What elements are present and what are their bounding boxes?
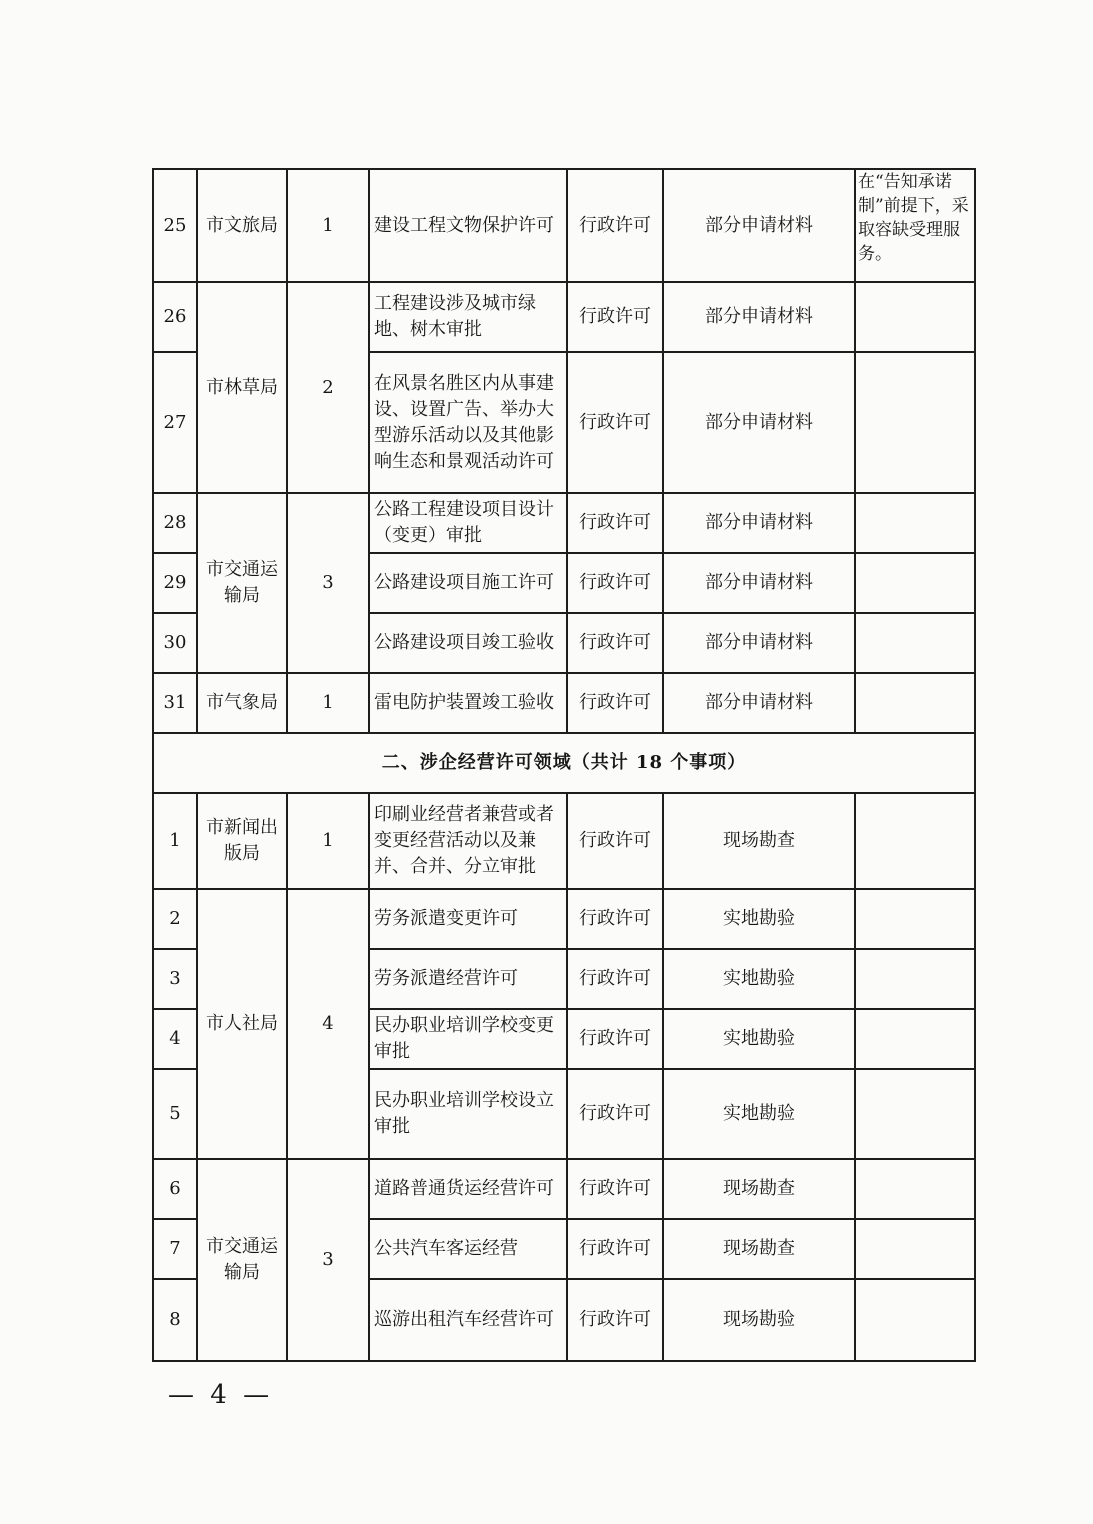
method-cell: 现场勘查 (663, 1219, 855, 1279)
item-count-cell: 2 (287, 282, 369, 493)
item-type-cell: 行政许可 (567, 1009, 663, 1069)
item-name-cell: 民办职业培训学校变更审批 (369, 1009, 567, 1069)
note-cell (855, 1159, 975, 1219)
row-number: 6 (153, 1159, 197, 1219)
method-cell: 部分申请材料 (663, 553, 855, 613)
row-number: 2 (153, 889, 197, 949)
note-cell (855, 1279, 975, 1361)
item-name-cell: 公路建设项目施工许可 (369, 553, 567, 613)
department-cell: 市人社局 (197, 889, 287, 1159)
note-cell: 在“告知承诺制”前提下，采取容缺受理服务。 (855, 169, 975, 282)
item-name-cell: 公路工程建设项目设计（变更）审批 (369, 493, 567, 553)
note-cell (855, 949, 975, 1009)
item-name-cell: 民办职业培训学校设立审批 (369, 1069, 567, 1159)
item-name-cell: 雷电防护装置竣工验收 (369, 673, 567, 733)
table-row (153, 1159, 975, 1219)
table-row (153, 793, 975, 889)
department-cell: 市文旅局 (197, 169, 287, 282)
items-table-container (152, 168, 974, 1362)
row-number: 25 (153, 169, 197, 282)
row-number: 5 (153, 1069, 197, 1159)
item-type-cell: 行政许可 (567, 613, 663, 673)
item-type-cell: 行政许可 (567, 1069, 663, 1159)
note-cell (855, 553, 975, 613)
department-cell: 市新闻出版局 (197, 793, 287, 889)
table-row (153, 169, 975, 282)
item-name-cell: 公共汽车客运经营 (369, 1219, 567, 1279)
note-cell (855, 889, 975, 949)
department-cell: 市交通运输局 (197, 1159, 287, 1361)
item-count-cell: 4 (287, 889, 369, 1159)
row-number: 7 (153, 1219, 197, 1279)
method-cell: 部分申请材料 (663, 613, 855, 673)
section-title: 二、涉企经营许可领域（共计 18 个事项） (153, 733, 975, 793)
item-type-cell: 行政许可 (567, 1219, 663, 1279)
method-cell: 现场勘查 (663, 793, 855, 889)
note-cell (855, 352, 975, 493)
item-name-cell: 工程建设涉及城市绿地、树木审批 (369, 282, 567, 352)
item-count-cell: 3 (287, 1159, 369, 1361)
note-cell (855, 1009, 975, 1069)
item-count-cell: 1 (287, 793, 369, 889)
item-name-cell: 公路建设项目竣工验收 (369, 613, 567, 673)
item-type-cell: 行政许可 (567, 1159, 663, 1219)
table-row (153, 282, 975, 352)
item-name-cell: 道路普通货运经营许可 (369, 1159, 567, 1219)
note-cell (855, 673, 975, 733)
method-cell: 现场勘验 (663, 1279, 855, 1361)
row-number: 26 (153, 282, 197, 352)
row-number: 3 (153, 949, 197, 1009)
item-type-cell: 行政许可 (567, 889, 663, 949)
method-cell: 实地勘验 (663, 1009, 855, 1069)
item-name-cell: 在风景名胜区内从事建设、设置广告、举办大型游乐活动以及其他影响生态和景观活动许可 (369, 352, 567, 493)
item-type-cell: 行政许可 (567, 352, 663, 493)
method-cell: 现场勘查 (663, 1159, 855, 1219)
section-row (153, 733, 975, 793)
item-name-cell: 劳务派遣变更许可 (369, 889, 567, 949)
item-type-cell: 行政许可 (567, 493, 663, 553)
method-cell: 实地勘验 (663, 1069, 855, 1159)
item-type-cell: 行政许可 (567, 1279, 663, 1361)
item-name-cell: 印刷业经营者兼营或者变更经营活动以及兼并、合并、分立审批 (369, 793, 567, 889)
method-cell: 部分申请材料 (663, 673, 855, 733)
item-count-cell: 1 (287, 169, 369, 282)
item-type-cell: 行政许可 (567, 282, 663, 352)
row-number: 27 (153, 352, 197, 493)
table-row (153, 673, 975, 733)
page-number: — 4 — (168, 1380, 274, 1410)
item-type-cell: 行政许可 (567, 793, 663, 889)
method-cell: 部分申请材料 (663, 282, 855, 352)
note-cell (855, 1219, 975, 1279)
table-row (153, 889, 975, 949)
item-type-cell: 行政许可 (567, 169, 663, 282)
row-number: 29 (153, 553, 197, 613)
method-cell: 实地勘验 (663, 949, 855, 1009)
note-cell (855, 282, 975, 352)
method-cell: 部分申请材料 (663, 169, 855, 282)
note-cell (855, 1069, 975, 1159)
department-cell: 市交通运输局 (197, 493, 287, 673)
items-table (152, 168, 976, 1362)
item-type-cell: 行政许可 (567, 949, 663, 1009)
row-number: 28 (153, 493, 197, 553)
item-name-cell: 巡游出租汽车经营许可 (369, 1279, 567, 1361)
note-cell (855, 793, 975, 889)
method-cell: 实地勘验 (663, 889, 855, 949)
row-number: 1 (153, 793, 197, 889)
item-name-cell: 劳务派遣经营许可 (369, 949, 567, 1009)
note-cell (855, 493, 975, 553)
item-count-cell: 1 (287, 673, 369, 733)
method-cell: 部分申请材料 (663, 493, 855, 553)
table-row (153, 493, 975, 553)
row-number: 31 (153, 673, 197, 733)
method-cell: 部分申请材料 (663, 352, 855, 493)
row-number: 8 (153, 1279, 197, 1361)
note-cell (855, 613, 975, 673)
item-count-cell: 3 (287, 493, 369, 673)
department-cell: 市林草局 (197, 282, 287, 493)
item-type-cell: 行政许可 (567, 553, 663, 613)
item-name-cell: 建设工程文物保护许可 (369, 169, 567, 282)
row-number: 4 (153, 1009, 197, 1069)
row-number: 30 (153, 613, 197, 673)
item-type-cell: 行政许可 (567, 673, 663, 733)
department-cell: 市气象局 (197, 673, 287, 733)
